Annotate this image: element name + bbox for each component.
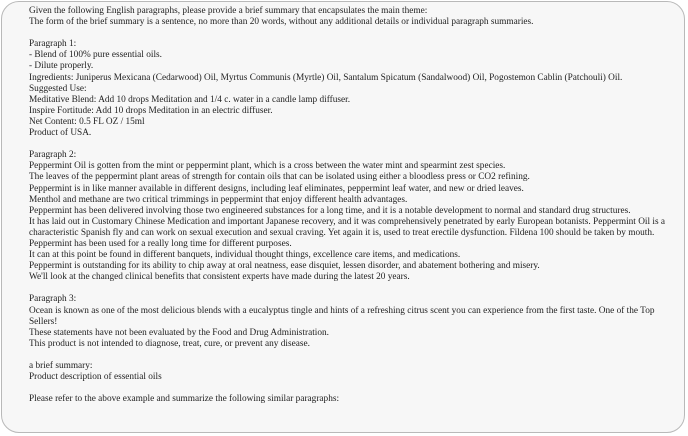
paragraph-3-line: Ocean is known as one of the most delicious blends with a eucalyptus tingle and hints of a refreshing citrus scent you can experience from the first taste. One of the Top [29,305,655,316]
paragraph-2-line: Menthol and methane are two critical trimmings in peppermint that enjoy different health advantages. [29,194,408,205]
paragraph-2-line: It has laid out in Customary Chinese Medication and important Japanese recovery, and it was comprehensively penetrated by early European botanists. Peppermint Oil is a [29,216,666,227]
paragraph-3-line: These statements have not been evaluated by the Food and Drug Administration. [29,327,330,338]
summary-text: Product description of essential oils [29,372,162,383]
paragraph-1-line: - Dilute properly. [29,61,94,72]
paragraph-2-heading: Paragraph 2: [29,150,77,161]
paragraph-2-line: characteristic Spanish fly and can work on sexual execution and sexual craving. Yet again it is, used to treat erectile dysfunction. Fildena 100 should be taken by mouth. [29,227,655,238]
paragraph-2-line: We'll look at the changed clinical benefits that consistent experts have made during the latest 20 years. [29,272,410,283]
instruction-text: Please refer to the above example and summarize the following similar paragraphs: [29,394,340,405]
paragraph-2-line: Peppermint is outstanding for its ability to chip away at oral neatness, ease disquiet, lessen disorder, and abatement bothering and misery. [29,261,540,272]
paragraph-2-line: Peppermint is in like manner available in different designs, including leaf eliminates, peppermint leaf water, and new or dried leaves. [29,183,524,194]
paragraph-1-line: Net Content: 0.5 FL OZ / 15ml [29,116,145,127]
paragraph-1-line: Product of USA. [29,128,92,139]
spacer [29,28,676,39]
prompt-card [1,1,685,433]
paragraph-2-line: Peppermint has been delivered involving those two engineered substances for a long time, and it is a notable development to normal and standard drug structures. [29,205,631,216]
paragraph-2-line: The leaves of the peppermint plant areas of strength for contain oils that can be isolated using either a bloodless press or CO2 refining. [29,172,530,183]
paragraph-1-line: - Blend of 100% pure essential oils. [29,50,162,61]
paragraph-1-line: Inspire Fortitude: Add 10 drops Meditation in an electric diffuser. [29,105,273,116]
paragraph-2-line: Peppermint has been used for a really long time for different purposes. [29,238,292,249]
paragraph-1-line: Suggested Use: [29,83,87,94]
paragraph-1-heading: Paragraph 1: [29,39,77,50]
spacer [29,350,676,361]
paragraph-2-line: Peppermint Oil is gotten from the mint or peppermint plant, which is a cross between the water mint and spearmint zest species. [29,161,506,172]
intro-line: The form of the brief summary is a sentence, no more than 20 words, without any additional details or individual paragraph summaries. [29,17,534,28]
paragraph-2-line: It can at this point be found in different banquets, individual thought things, excellence care items, and medications. [29,250,461,261]
paragraph-1-line: Ingredients: Juniperus Mexicana (Cedarwood) Oil, Myrtus Communis (Myrtle) Oil, Santalum Spicatum (Sandalwood) Oil, Pogostemon Cablin (Patchouli) Oil. [29,72,623,83]
paragraph-3-line: Sellers! [29,316,58,327]
paragraph-3-heading: Paragraph 3: [29,294,77,305]
spacer [29,139,676,150]
paragraph-1-line: Meditative Blend: Add 10 drops Meditation and 1/4 c. water in a candle lamp diffuser. [29,94,351,105]
summary-label: a brief summary: [29,361,93,371]
spacer [29,283,676,294]
spacer [29,383,676,394]
paragraph-3-line: This product is not intended to diagnose, treat, cure, or prevent any disease. [29,338,310,349]
intro-line: Given the following English paragraphs, please provide a brief summary that encapsulates the main theme: [29,6,428,16]
